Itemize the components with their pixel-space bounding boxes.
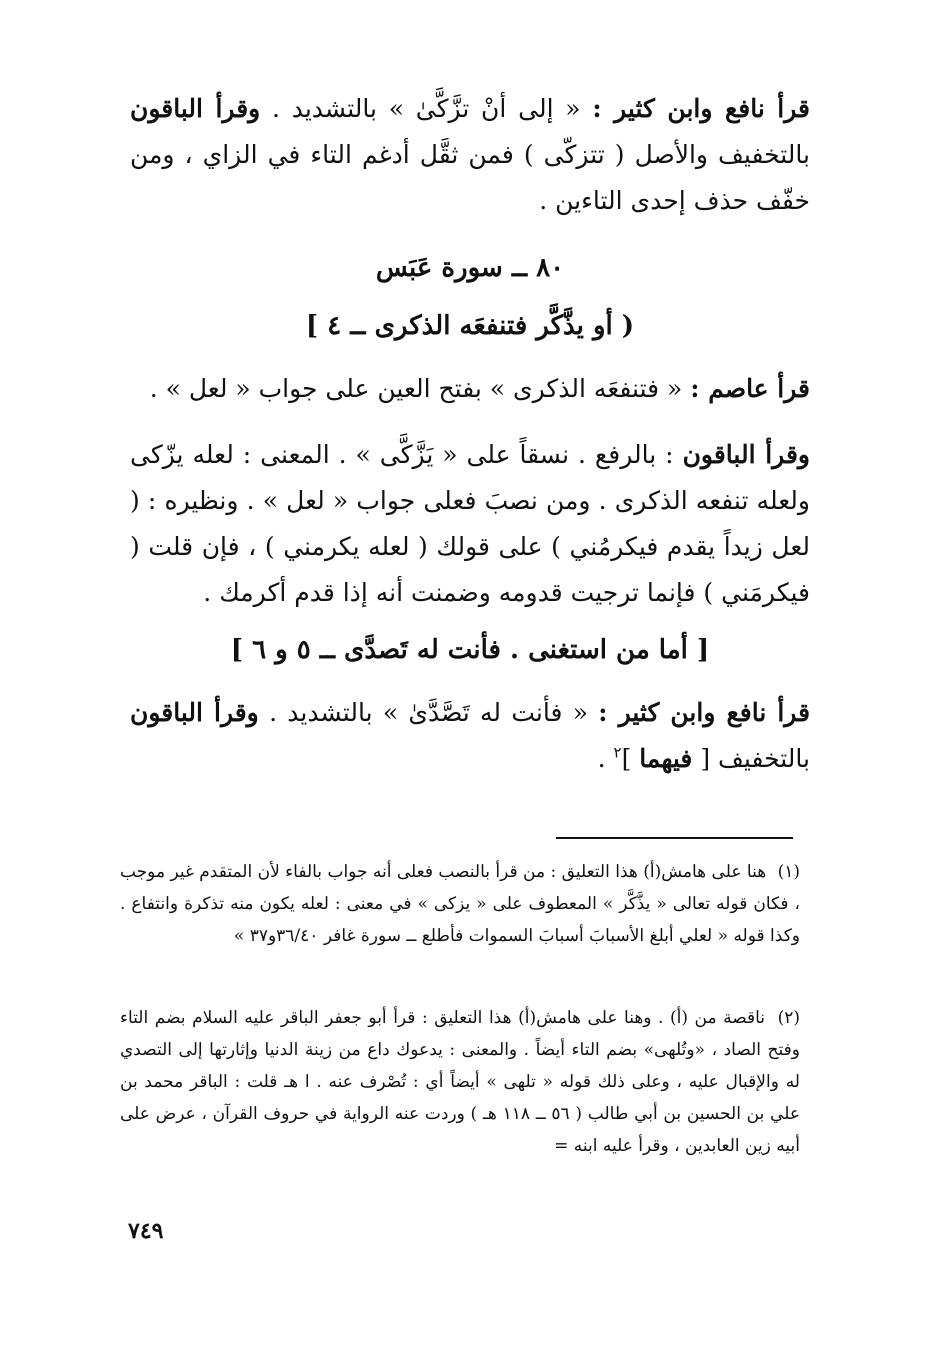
reading-text: « إلى أنْ تزَّكَّىٰ » بالتشديد . — [272, 94, 581, 123]
reader-nafi-ibn-kathir-2: قرأ نافع وابن كثير : — [598, 698, 811, 727]
footnote-separator — [556, 837, 793, 839]
fihima-word: فيهما — [639, 744, 693, 773]
reading-text-tasadda: « فأنت له تَصَّدَّىٰ » بالتشديد . — [269, 698, 588, 727]
reader-nafi-ibn-kathir: قرأ نافع وابن كثير : — [592, 94, 810, 123]
closing-bracket: ] — [621, 744, 632, 773]
paragraph-tazakka — [130, 86, 810, 224]
verse-heading-4: ( أو يذَّكَّر فتنفعَه الذكرى ــ ٤ ] — [305, 311, 635, 341]
reader-al-baqun-3: وقرأ الباقون — [130, 698, 259, 727]
reading-text-takhfif: بالتخفيف [ — [700, 744, 810, 773]
surah-title: ٨٠ ــ سورة عَبَس — [375, 253, 565, 283]
reader-asim: قرأ عاصم : — [690, 374, 810, 403]
paragraph-al-baqun — [130, 432, 810, 616]
footnote-2 — [120, 1002, 800, 1162]
end-period: . — [597, 744, 606, 773]
reading-text-al-baqun: : بالرفع . نسقاً على « يَزَّكَّى » . المعنى : لعله يزّكى ولعله تنفعه الذكرى . ومن نصبَ فعلى جواب « لعل » . ونظيره : ( لعل زيداً يقدم فيكرمُني ) على قولك ( لعله يكرمني ) ، فإن قلت ( فيكرمَني ) فإنما ترجيت قدومه وضمنت أنه إذا قدم أكرمك . — [130, 440, 810, 607]
footnote-1 — [120, 856, 800, 952]
reading-text-asim: « فتنفعَه الذكرى » بفتح العين على جواب « لعل » . — [149, 374, 683, 403]
paragraph-tasadda — [130, 690, 810, 782]
footnote-1-number: (١) — [777, 862, 800, 882]
footnote-1-text: هنا على هامش(أ) هذا التعليق : من قرأ بالنصب فعلى أنه جواب بالفاء لأن المتقدم غير موجب ، فكان قوله تعالى « يذَّكَّر » المعطوف على « يزكى » في معنى : لعله يكون منه تذكرة وانتفاع . وكذا قوله « لعلي أبلغ الأسبابَ أسبابَ السموات فأطلع ــ سورة غافر ٣٦/٤٠و٣٧ » — [119, 862, 800, 946]
footnote-ref-2: ٢ — [613, 743, 622, 762]
page-number: ٧٤٩ — [128, 1218, 164, 1244]
paragraph-asim — [130, 366, 810, 412]
reading-text-2: بالتخفيف والأصل ( تتزكّى ) فمن ثقَّل أدغم التاء في الزاي ، ومن خفّف حذف إحدى التاءين . — [130, 140, 810, 215]
footnote-2-text: ناقصة من (أ) . وهنا على هامش(أ) هذا التعليق : قرأ أبو جعفر الباقر عليه السلام بضم التاء وفتح الصاد ، «وتُلهى» بضم التاء أيضاً . والمعنى : يدعوك داع من زينة الدنيا وإثارتها إلى التصدي له والإقبال عليه ، وعلى ذلك قوله « تلهى » أيضاً أي : تُصْرف عنه . ا هـ قلت : الباقر محمد بن علي بن الحسين بن أبي طالب ( ٥٦ ــ ١١٨ هـ ) وردت عنه الرواية في حروف القرآن ، عرض على أبيه زين العابدين ، وقرأ عليه ابنه = — [120, 1008, 800, 1156]
footnote-2-number: (٢) — [777, 1008, 800, 1028]
reader-al-baqun: وقرأ الباقون — [130, 94, 261, 123]
verse-heading-5-6: [ أما من استغنى . فأنت له تَصدَّى ــ ٥ و ٦ ] — [230, 635, 710, 665]
reader-al-baqun-2: وقرأ الباقون — [682, 440, 811, 469]
